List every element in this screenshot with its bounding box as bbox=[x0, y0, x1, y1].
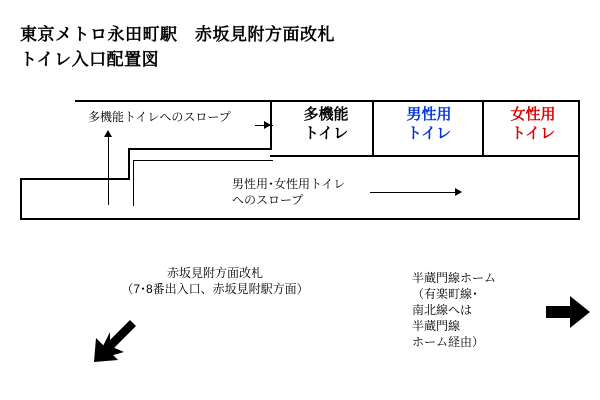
wall-divider-1 bbox=[372, 100, 374, 157]
caption-hanzomon-platform bbox=[412, 270, 542, 350]
caption-ticket-gate bbox=[80, 265, 350, 297]
room-label-mens-toilet bbox=[378, 105, 480, 143]
room-label-mens-line-2: トイレ bbox=[406, 125, 452, 142]
slope2-horizontal-connector bbox=[133, 160, 273, 161]
room-label-mens-line-1: 男性用 bbox=[406, 106, 452, 123]
slope-vertical-arrow-head-icon bbox=[104, 130, 112, 137]
slope-to-mens-womens-label bbox=[232, 176, 345, 208]
slope-to-mens-womens-line-1: 男性用･女性用トイレ bbox=[232, 177, 346, 191]
caption-hanzomon-line-3: 南北線へは bbox=[412, 303, 473, 317]
slope-to-multipurpose-label: 多機能トイレへのスロープ bbox=[88, 110, 231, 124]
room-label-multipurpose-toilet bbox=[284, 105, 368, 143]
wall-room-bottom bbox=[270, 155, 580, 157]
wall-right-end bbox=[578, 100, 580, 157]
wall-top bbox=[75, 100, 580, 102]
arrow-down-left-icon bbox=[90, 318, 140, 366]
room-label-multipurpose-line-2: トイレ bbox=[303, 125, 349, 142]
caption-hanzomon-line-5: ホーム経由） bbox=[412, 335, 485, 349]
wall-left-outer bbox=[75, 100, 77, 102]
wall-corridor-step bbox=[128, 148, 272, 150]
arrow-right-icon bbox=[546, 295, 592, 329]
wall-corridor-left bbox=[128, 148, 130, 178]
slope-vertical-arrow-line bbox=[108, 135, 109, 205]
caption-ticket-gate-line-1: 赤坂見附方面改札 bbox=[166, 266, 263, 280]
wall-lower-right bbox=[578, 157, 580, 220]
caption-hanzomon-line-2: （有楽町線･ bbox=[412, 287, 479, 301]
wall-lower-top bbox=[20, 178, 130, 180]
slope2-arrow-line bbox=[370, 192, 460, 193]
page-title-line-1: 東京メトロ永田町駅 赤坂見附方面改札 bbox=[20, 25, 335, 44]
room-label-womens-line-2: トイレ bbox=[510, 125, 556, 142]
slope-to-mens-womens-line-2: へのスロープ bbox=[232, 193, 304, 207]
room-label-womens-line-1: 女性用 bbox=[510, 106, 556, 123]
room-label-womens-toilet bbox=[488, 105, 578, 143]
slope-arrow-head-icon bbox=[264, 121, 271, 129]
wall-lower-left bbox=[20, 178, 22, 220]
slope2-arrow-head-icon bbox=[455, 188, 462, 196]
caption-hanzomon-line-4: 半蔵門線 bbox=[412, 319, 461, 333]
caption-hanzomon-line-1: 半蔵門線ホーム bbox=[412, 271, 497, 285]
room-label-multipurpose-line-1: 多機能 bbox=[303, 106, 349, 123]
page-title-line-2: トイレ入口配置図 bbox=[20, 50, 160, 69]
wall-lower-bottom bbox=[20, 218, 580, 220]
caption-ticket-gate-line-2: （7･8番出入口、赤坂見附駅方面） bbox=[121, 282, 309, 296]
slope2-vertical-connector bbox=[133, 160, 134, 206]
wall-divider-2 bbox=[482, 100, 484, 157]
